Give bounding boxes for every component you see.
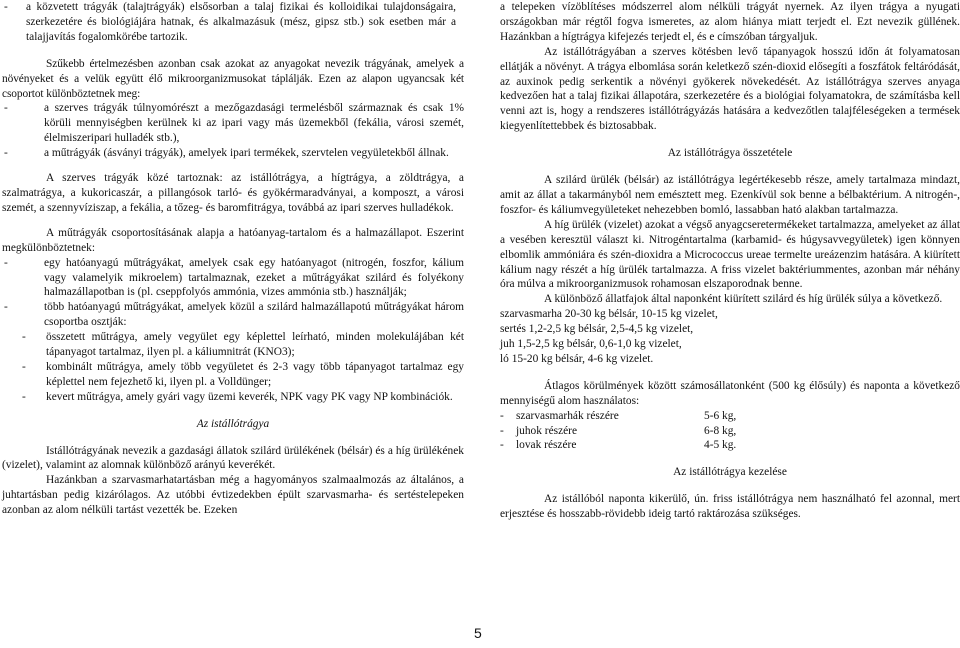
litter-animal: szarvasmarhák részére — [516, 409, 619, 422]
list-item: - egy hatóanyagú műtrágyákat, amelyek csak egy hatóanyagot (nitrogén, foszfor, kálium vagy valamelyik mikroelem) tartalmaznak, ezeket a műtrágyákat szilárd és folyékony halmazállapotban is (pl. cseppfolyós ammónia, vizes ammónia stb.) használják; — [4, 256, 464, 299]
paragraph: Átlagos körülmények között számosállatonként (500 kg élősúly) és naponta a következő mennyiségű alom használatos: — [500, 379, 960, 407]
paragraph: A különböző állatfajok által naponként kiürített szilárd és híg ürülék súlya a következő. — [544, 293, 943, 306]
list-dash: - — [22, 360, 26, 373]
list-dash: - — [4, 1, 8, 13]
litter-amount: 4-5 kg. — [704, 439, 737, 452]
spacer — [500, 367, 960, 379]
spacer — [2, 432, 464, 444]
spacer — [2, 161, 464, 171]
paragraph: A szilárd ürülék (bélsár) az istállótrágya legértékesebb része, amely tartalmaza mindazt, amit az állat a takarmányból nem emésztett meg. Ezenkívül sok benne a bélbaktérium. A nitrogén-, foszfor- és káliumvegyületeket nehezebben bomló, lassabban ható alakban tartalmazza. — [500, 174, 960, 216]
list-dash: - — [22, 331, 26, 344]
spacer — [500, 161, 960, 173]
right-column — [500, 0, 960, 522]
paragraph: A szerves trágyák közé tartoznak: az istállótrágya, a hígtrágya, a zöldtrágya, a szalmatrágya, a kukoricaszár, a pillangósok tarló- és gyökérmaradványai, a komposzt, a városi szemét, a szennyvíziszap, a fekália, a tőzeg- és baromfitrágya, továbbá az ipari szerves hulladékok. — [2, 172, 464, 214]
list-dash: - — [4, 102, 8, 115]
litter-row — [500, 424, 960, 439]
list-item: - a közvetett trágyák (talajtrágyák) elsősorban a talaj fizikai és kolloidikai tulajdonságaira, szerkezetére és biológiájára hatnak, és alkalmazásuk (mész, gipsz stb.) sok esetben már a talajjavítás fogalomkörébe tartozik. — [4, 1, 456, 43]
page-number: 5 — [474, 625, 482, 641]
list-item: - a szerves trágyák túlnyomórészt a mezőgazdasági termelésből származnak és csak 1% körüli mennyiségben kerülnek ki az ipari vagy más üzemekből (fekália, városi szemét, élelmiszeripari hulladék stb.), — [4, 102, 464, 145]
spacer — [2, 216, 464, 226]
amount-line: szarvasmarha 20-30 kg bélsár, 10-15 kg vizelet, — [500, 308, 718, 321]
spacer — [2, 405, 464, 417]
paragraph: Az istállótrágyában a szerves kötésben levő tápanyagok hosszú időn át folyamatosan ellátják a növényt. A trágya elbomlása során keletkező szén-dioxid elősegíti a foszfátok feltáródását, az auxinok pedig serkentik a növényi gyökerek növekedését. Az istállótrágya szerves anyaga kedvezően hat a talaj fizikai állapotára, szerkezetére és a biológiai folyamatokra, de számításba kell venni azt is, hogy a rendszeres istállótrágyázás hatására a kedvezőtlen talajféleségeken a termések kiegyenlítettebbek és biztosabbak. — [500, 45, 960, 133]
paragraph: Szűkebb értelmezésben azonban csak azokat az anyagokat nevezik trágyának, amelyek a növényeket és a velük együtt élő mikroorganizmusokat táplálják. Ezen az alapon ugyancsak két csoportot különböztetnek meg: — [2, 57, 464, 100]
section-heading: Az istállótrágya kezelése — [673, 466, 787, 479]
sublist-item: - összetett műtrágya, amely vegyület egy képlettel leírható, minden molekulájában két tápanyagot tartalmaz, ilyen pl. a káliumnitrát (KNO3); — [22, 331, 464, 359]
spacer — [2, 45, 464, 57]
list-item: - a műtrágyák (ásványi trágyák), amelyek ipari termékek, szervtelen vegyületekből állnak. — [4, 147, 449, 160]
litter-amount: 5-6 kg, — [704, 409, 737, 422]
list-dash: - — [4, 301, 8, 314]
litter-animal: lovak részére — [516, 439, 577, 452]
amount-line: ló 15-20 kg bélsár, 4-6 kg vizelet. — [500, 352, 654, 365]
section-heading: Az istállótrágya — [196, 417, 270, 430]
paragraph: Az istállóból naponta kikerülő, ún. friss istállótrágya nem használható fel azonnal, mert erjesztése és hosszabb-rövidebb ideig tartó raktározása szükséges. — [500, 493, 960, 521]
litter-animal: juhok részére — [516, 424, 578, 437]
list-dash: - — [500, 424, 504, 437]
litter-row — [500, 409, 960, 424]
sublist-item: - kombinált műtrágya, amely több vegyületet és 2-3 vagy több tápanyagot tartalmaz egy képlettel nem fejezhető ki, ilyen pl. a Volldünger; — [22, 360, 464, 388]
list-dash: - — [500, 439, 504, 452]
list-dash: - — [22, 390, 26, 403]
list-item: - több hatóanyagú műtrágyákat, amelyek közül a szilárd halmazállapotú műtrágyákat három csoportba osztják: — [4, 301, 464, 329]
paragraph: A híg ürülék (vizelet) azokat a végső anyagcseretermékeket tartalmazza, amelyeket az állat a vesében keresztül választ ki. Nitrogéntartalma (karbamid- és húgysavvegyületek) igen könnyen elbomlik ammóniára és szén-dioxidra a Micrococcus ureae termelte ureázenzim hatására. A kiürített kálium nagy részét a híg ürülék tartalmazza. A friss vizelet baktériummentes, azonban már néhány óra múlva a mikroorganizmusok rohamosan elszaporodnak benne. — [500, 218, 960, 291]
list-dash: - — [4, 147, 8, 160]
paragraph: Istállótrágyának nevezik a gazdasági állatok szilárd ürülékének (bélsár) és a híg ürülékének (vizelet), valamint az alomnak különböző arányú keverékét. — [2, 444, 464, 472]
paragraph: Hazánkban a szarvasmarhatartásban még a hagyományos szalmaalmozás az általános, a juhtartásban pedig kizárólagos. Az utóbbi évtizedekben épült szarvasmarha- és sertéstelepeken azonban az alom nélküli tartást vezették be. Ezeken — [2, 474, 464, 517]
paragraph: a telepeken vízöblítéses módszerrel alom nélküli trágyát nyernek. Az ilyen trágya a nyugati országokban már régtől fogva ismeretes, az alom hiánya miatt terjedt el. Ezt nevezik güllének. Hazánkban a hígtrágya kifejezés terjedt el, és e címszóban tárgyaljuk. — [500, 1, 960, 43]
litter-row — [500, 438, 960, 453]
spacer — [500, 453, 960, 465]
left-column — [2, 0, 464, 518]
amount-line: sertés 1,2-2,5 kg bélsár, 2,5-4,5 kg vizelet, — [500, 323, 694, 336]
litter-amount: 6-8 kg, — [704, 424, 737, 437]
section-heading: Az istállótrágya összetétele — [667, 147, 793, 160]
spacer — [500, 134, 960, 146]
paragraph: A műtrágyák csoportosításának alapja a hatóanyag-tartalom és a halmazállapot. Eszerint megkülönböztetnek: — [2, 226, 464, 254]
sublist-item: - kevert műtrágya, amely gyári vagy üzemi keverék, NPK vagy PK vagy NP kombinációk. — [22, 390, 453, 403]
list-dash: - — [4, 256, 8, 269]
list-dash: - — [500, 409, 504, 422]
spacer — [500, 480, 960, 492]
amount-line: juh 1,5-2,5 kg bélsár, 0,6-1,0 kg vizelet, — [500, 338, 682, 351]
